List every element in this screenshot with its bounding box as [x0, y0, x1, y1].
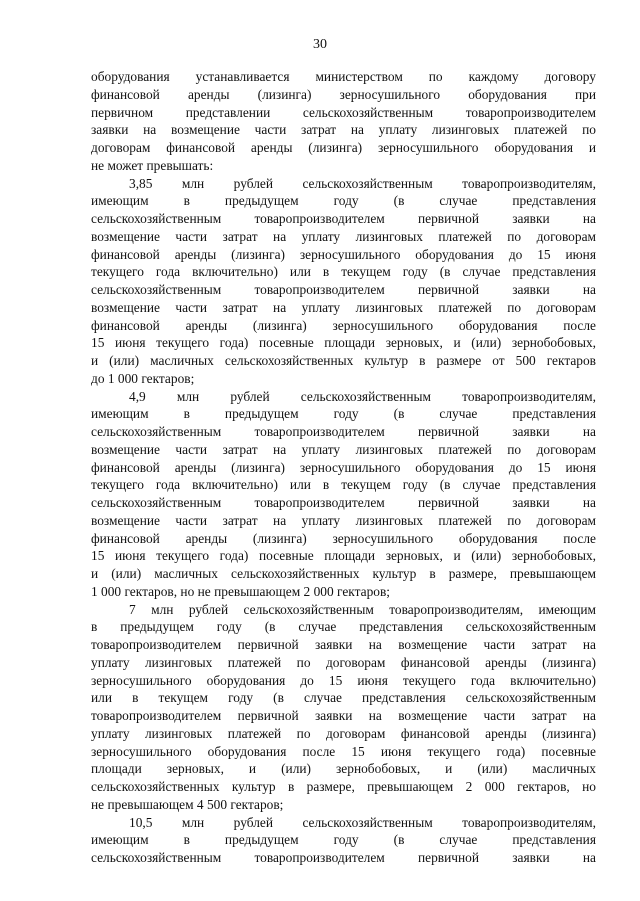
text-line: сельскохозяйственным товаропроизводителем первичной заявки на	[91, 211, 596, 226]
text-line: текущего года включительно) или в текущем году (в случае представления	[91, 264, 596, 280]
text-line: 7 млн рублей сельскохозяйственным товаропроизводителям, имеющим	[129, 601, 596, 617]
text-line: сельскохозяйственным товаропроизводителем первичной заявки на	[91, 282, 596, 297]
text-line: 15 июня текущего года) посевные площади зерновых, и (или) зернобобовых,	[91, 548, 596, 564]
text-line: имеющим в предыдущем году (в случае представления	[91, 832, 596, 848]
text-line: или в текущем году (в случае представления сельскохозяйственным	[91, 690, 596, 706]
text-line: возмещение части затрат на уплату лизинговых платежей по договорам	[91, 512, 596, 528]
text-line: заявки на возмещение части затрат на уплату лизинговых платежей по	[91, 122, 596, 138]
paragraph	[91, 601, 596, 814]
text-line: финансовой аренды (лизинга) зерносушильного оборудования при	[91, 86, 596, 102]
text-line: товаропроизводителем первичной заявки на возмещение части затрат на	[91, 708, 596, 723]
text-line: 1 000 гектаров, но не превышающем 2 000 гектаров;	[91, 583, 391, 599]
text-line: и (или) масличных сельскохозяйственных культур в размере от 500 гектаров	[91, 353, 596, 368]
text-line: 3,85 млн рублей сельскохозяйственным товаропроизводителям,	[129, 175, 596, 191]
text-line: не может превышать:	[91, 157, 214, 173]
text-line: финансовой аренды (лизинга) зерносушильного оборудования до 15 июня	[91, 246, 596, 262]
text-line: уплату лизинговых платежей по договорам финансовой аренды (лизинга)	[91, 654, 596, 670]
text-line: сельскохозяйственным товаропроизводителем первичной заявки на	[91, 424, 596, 439]
text-line: имеющим в предыдущем году (в случае представления	[91, 193, 596, 209]
text-line: сельскохозяйственным товаропроизводителем первичной заявки на	[91, 495, 596, 510]
text-line: финансовой аренды (лизинга) зерносушильного оборудования после	[91, 317, 596, 333]
page-number: 30	[313, 37, 327, 52]
text-line: текущего года включительно) или в текущем году (в случае представления	[91, 477, 596, 493]
text-line: до 1 000 гектаров;	[91, 370, 195, 386]
text-line: уплату лизинговых платежей по договорам финансовой аренды (лизинга)	[91, 725, 596, 741]
paragraph	[91, 175, 596, 388]
paragraph	[91, 388, 596, 601]
paragraph	[91, 814, 596, 867]
text-line: договорам финансовой аренды (лизинга) зерносушильного оборудования и	[91, 140, 596, 155]
text-line: 4,9 млн рублей сельскохозяйственным товаропроизводителям,	[129, 388, 596, 404]
text-line: сельскохозяйственных культур в размере, превышающем 2 000 гектаров, но	[91, 779, 596, 794]
text-line: площади зерновых, и (или) зернобобовых, и (или) масличных	[91, 761, 596, 777]
text-line: не превышающем 4 500 гектаров;	[91, 796, 284, 812]
text-line: 10,5 млн рублей сельскохозяйственным товаропроизводителям,	[129, 814, 596, 830]
text-line: товаропроизводителем первичной заявки на возмещение части затрат на	[91, 637, 596, 652]
text-line: зерносушильного оборудования до 15 июня текущего года включительно)	[91, 672, 596, 688]
text-line: сельскохозяйственным товаропроизводителем первичной заявки на	[91, 850, 596, 865]
text-line: 15 июня текущего года) посевные площади зерновых, и (или) зернобобовых,	[91, 335, 596, 351]
text-line: имеющим в предыдущем году (в случае представления	[91, 406, 596, 422]
text-line: возмещение части затрат на уплату лизинговых платежей по договорам	[91, 299, 596, 315]
text-line: и (или) масличных сельскохозяйственных культур в размере, превышающем	[91, 566, 596, 581]
text-line: зерносушильного оборудования после 15 июня текущего года) посевные	[91, 743, 596, 759]
text-line: финансовой аренды (лизинга) зерносушильного оборудования после	[91, 530, 596, 546]
text-line: в предыдущем году (в случае представления сельскохозяйственным	[91, 619, 596, 635]
text-line: возмещение части затрат на уплату лизинговых платежей по договорам	[91, 228, 596, 244]
document-body	[91, 68, 596, 867]
text-line: финансовой аренды (лизинга) зерносушильного оборудования до 15 июня	[91, 459, 596, 475]
text-line: первичном представлении сельскохозяйственным товаропроизводителем	[91, 104, 596, 120]
text-line: оборудования устанавливается министерством по каждому договору	[91, 69, 596, 84]
paragraph	[91, 68, 596, 175]
text-line: возмещение части затрат на уплату лизинговых платежей по договорам	[91, 441, 596, 457]
